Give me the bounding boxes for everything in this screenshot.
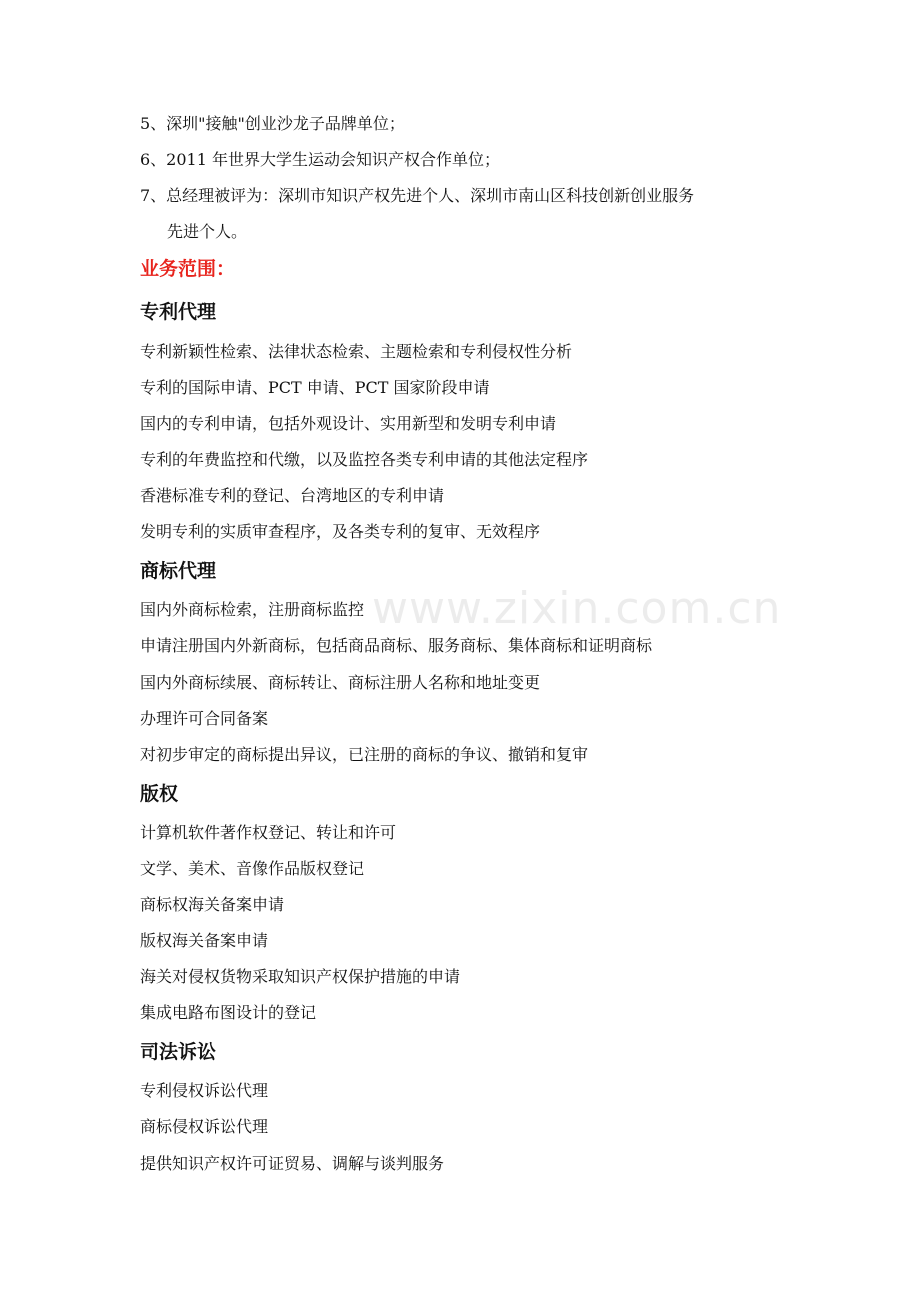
- honor-item-7: 7、总经理被评为：深圳市知识产权先进个人、深圳市南山区科技创新创业服务: [140, 186, 695, 205]
- patent-item: 专利的国际申请、PCT 申请、PCT 国家阶段申请: [140, 378, 490, 397]
- trademark-item: 对初步审定的商标提出异议，已注册的商标的争议、撤销和复审: [140, 745, 589, 764]
- section-title-patent: 专利代理: [140, 301, 217, 323]
- section-title-trademark: 商标代理: [140, 560, 217, 582]
- copyright-item: 海关对侵权货物采取知识产权保护措施的申请: [140, 967, 461, 986]
- honor-item-6: 6、2011 年世界大学生运动会知识产权合作单位；: [140, 150, 500, 169]
- trademark-item: 办理许可合同备案: [140, 709, 269, 728]
- patent-item: 专利的年费监控和代缴，以及监控各类专利申请的其他法定程序: [140, 450, 589, 469]
- copyright-item: 集成电路布图设计的登记: [140, 1003, 317, 1022]
- litigation-item: 专利侵权诉讼代理: [140, 1081, 269, 1100]
- section-title-litigation: 司法诉讼: [140, 1041, 217, 1063]
- watermark: www.zixin.com.cn: [372, 583, 782, 634]
- copyright-item: 文学、美术、音像作品版权登记: [140, 859, 365, 878]
- honor-item-7-continued: 先进个人。: [167, 222, 248, 241]
- patent-item: 专利新颖性检索、法律状态检索、主题检索和专利侵权性分析: [140, 342, 573, 361]
- trademark-item: 国内外商标检索，注册商标监控: [140, 600, 365, 619]
- patent-item: 国内的专利申请，包括外观设计、实用新型和发明专利申请: [140, 414, 557, 433]
- business-scope-heading: 业务范围：: [140, 258, 236, 280]
- patent-item: 发明专利的实质审查程序，及各类专利的复审、无效程序: [140, 522, 541, 541]
- patent-item: 香港标准专利的登记、台湾地区的专利申请: [140, 486, 445, 505]
- litigation-item: 商标侵权诉讼代理: [140, 1117, 269, 1136]
- section-title-copyright: 版权: [140, 783, 179, 805]
- copyright-item: 商标权海关备案申请: [140, 895, 285, 914]
- honor-item-5: 5、深圳"接触"创业沙龙子品牌单位；: [140, 114, 405, 133]
- trademark-item: 申请注册国内外新商标，包括商品商标、服务商标、集体商标和证明商标: [140, 636, 653, 655]
- litigation-item: 提供知识产权许可证贸易、调解与谈判服务: [140, 1154, 445, 1173]
- copyright-item: 计算机软件著作权登记、转让和许可: [140, 823, 397, 842]
- copyright-item: 版权海关备案申请: [140, 931, 269, 950]
- trademark-item: 国内外商标续展、商标转让、商标注册人名称和地址变更: [140, 673, 541, 692]
